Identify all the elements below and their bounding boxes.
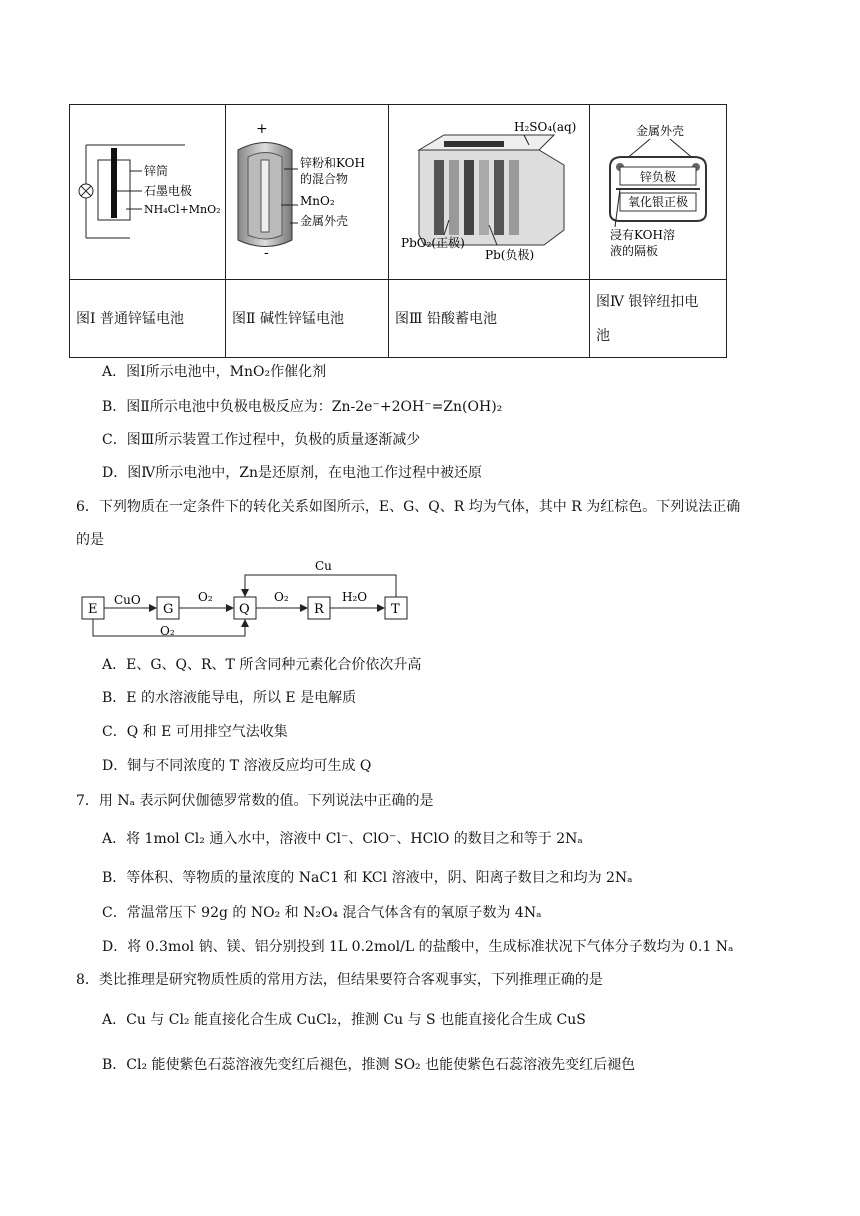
edge-q-r-label: O₂ [274, 590, 289, 604]
fig3-label-pb: Pb(负极) [485, 248, 535, 262]
fig1-label-zinc-can: 锌筒 [144, 164, 169, 178]
fig2-plus-sign: + [256, 121, 268, 137]
fig2-label-mixture: 的混合物 [300, 172, 349, 186]
q5-option-d: D．图Ⅳ所示电池中，Zn是还原剂，在电池工作过程中被还原 [102, 465, 482, 481]
fig4-label-silver-oxide: 氧化银正极 [628, 195, 689, 209]
q8-stem: 8．类比推理是研究物质性质的常用方法，但结果要符合客观事实，下列推理正确的是 [76, 972, 603, 988]
fig2-label-zinc-powder: 锌粉和KOH [300, 156, 365, 170]
fig3-label-electrolyte: H₂SO₄(aq) [514, 120, 577, 134]
figure-4-caption-line1: 图Ⅳ 银锌纽扣电 [596, 293, 699, 310]
figure-2-cell [226, 105, 389, 280]
q5-option-c: C．图Ⅲ所示装置工作过程中，负极的质量逐渐减少 [102, 432, 421, 448]
q8-option-a: A．Cu 与 Cl₂ 能直接化合生成 CuCl₂，推测 Cu 与 S 也能直接化合生成 CuS [102, 1012, 586, 1028]
q7-option-b: B．等体积、等物质的量浓度的 NaC1 和 KCl 溶液中，阴、阳离子数目之和均为 2Nₐ [102, 870, 633, 886]
battery-figure-table [69, 104, 727, 358]
alkaline-cell-diagram [226, 105, 388, 275]
fig3-label-pbo2: PbO₂(正极) [401, 236, 465, 250]
fig2-label-metal-case: 金属外壳 [300, 214, 349, 228]
q7-option-d: D．将 0.3mol 钠、镁、铝分别投到 1L 0.2mol/L 的盐酸中，生成标准状况下气体分子数均为 0.1 Nₐ [102, 939, 734, 955]
edge-g-q-label: O₂ [198, 590, 213, 604]
q7-option-c: C．常温常压下 92g 的 NO₂ 和 N₂O₄ 混合气体含有的氧原子数为 4Nₐ [102, 905, 542, 921]
q6-option-c: C．Q 和 E 可用排空气法收集 [102, 724, 288, 740]
q6-stem-line2: 的是 [76, 532, 104, 548]
figure-3-cell [389, 105, 590, 280]
figure-3-caption: 图Ⅲ 铅酸蓄电池 [389, 280, 590, 358]
q5-option-b: B．图Ⅱ所示电池中负极电极反应为：Zn-2e⁻+2OH⁻=Zn(OH)₂ [102, 399, 503, 415]
figure-4-cell [590, 105, 727, 280]
figure-1-caption: 图Ⅰ 普通锌锰电池 [70, 280, 226, 358]
fig4-label-separator-1: 浸有KOH溶 [610, 228, 675, 242]
node-g: G [163, 602, 174, 617]
edge-t-q-label: Cu [315, 559, 332, 573]
q6-option-b: B．E 的水溶液能导电，所以 E 是电解质 [102, 690, 357, 706]
figure-1-cell [70, 105, 226, 280]
fig1-label-electrolyte: NH₄Cl+MnO₂ [144, 203, 221, 216]
fig2-minus-sign: - [264, 245, 269, 261]
fig4-label-separator-2: 液的隔板 [610, 244, 659, 258]
button-cell-diagram [590, 105, 726, 275]
fig4-label-zinc-negative: 锌负极 [640, 170, 677, 184]
fig4-label-metal-case: 金属外壳 [636, 124, 685, 138]
edge-e-q-label: O₂ [160, 624, 175, 638]
q8-option-b: B．Cl₂ 能使紫色石蕊溶液先变红后褪色，推测 SO₂ 也能使紫色石蕊溶液先变红后褪色 [102, 1057, 636, 1073]
figure-2-caption: 图Ⅱ 碱性锌锰电池 [226, 280, 389, 358]
node-q: Q [239, 602, 250, 617]
fig1-label-graphite: 石墨电极 [144, 184, 193, 198]
q6-option-d: D．铜与不同浓度的 T 溶液反应均可生成 Q [102, 758, 372, 774]
node-e: E [88, 602, 98, 617]
edge-r-t-label: H₂O [342, 590, 368, 604]
node-t: T [391, 602, 400, 617]
q6-stem-line1: 6．下列物质在一定条件下的转化关系如图所示，E、G、Q、R 均为气体，其中 R 为红棕色。下列说法正确 [76, 499, 741, 515]
zinc-manganese-cell-diagram [70, 105, 225, 275]
q7-option-a: A．将 1mol Cl₂ 通入水中，溶液中 Cl⁻、ClO⁻、HClO 的数目之和等于 2Nₐ [102, 831, 583, 847]
figure-4-caption [590, 280, 727, 358]
lead-acid-battery-diagram [389, 105, 589, 275]
q6-conversion-diagram [78, 555, 418, 645]
q7-stem: 7．用 Nₐ 表示阿伏伽德罗常数的值。下列说法中正确的是 [76, 793, 434, 809]
fig2-label-mno2: MnO₂ [300, 194, 335, 208]
q5-option-a: A．图Ⅰ所示电池中，MnO₂作催化剂 [102, 364, 327, 380]
edge-e-g-label: CuO [114, 593, 141, 607]
q6-option-a: A．E、G、Q、R、T 所含同种元素化合价依次升高 [102, 657, 422, 673]
figure-4-caption-line2: 池 [596, 327, 610, 344]
node-r: R [314, 602, 324, 617]
